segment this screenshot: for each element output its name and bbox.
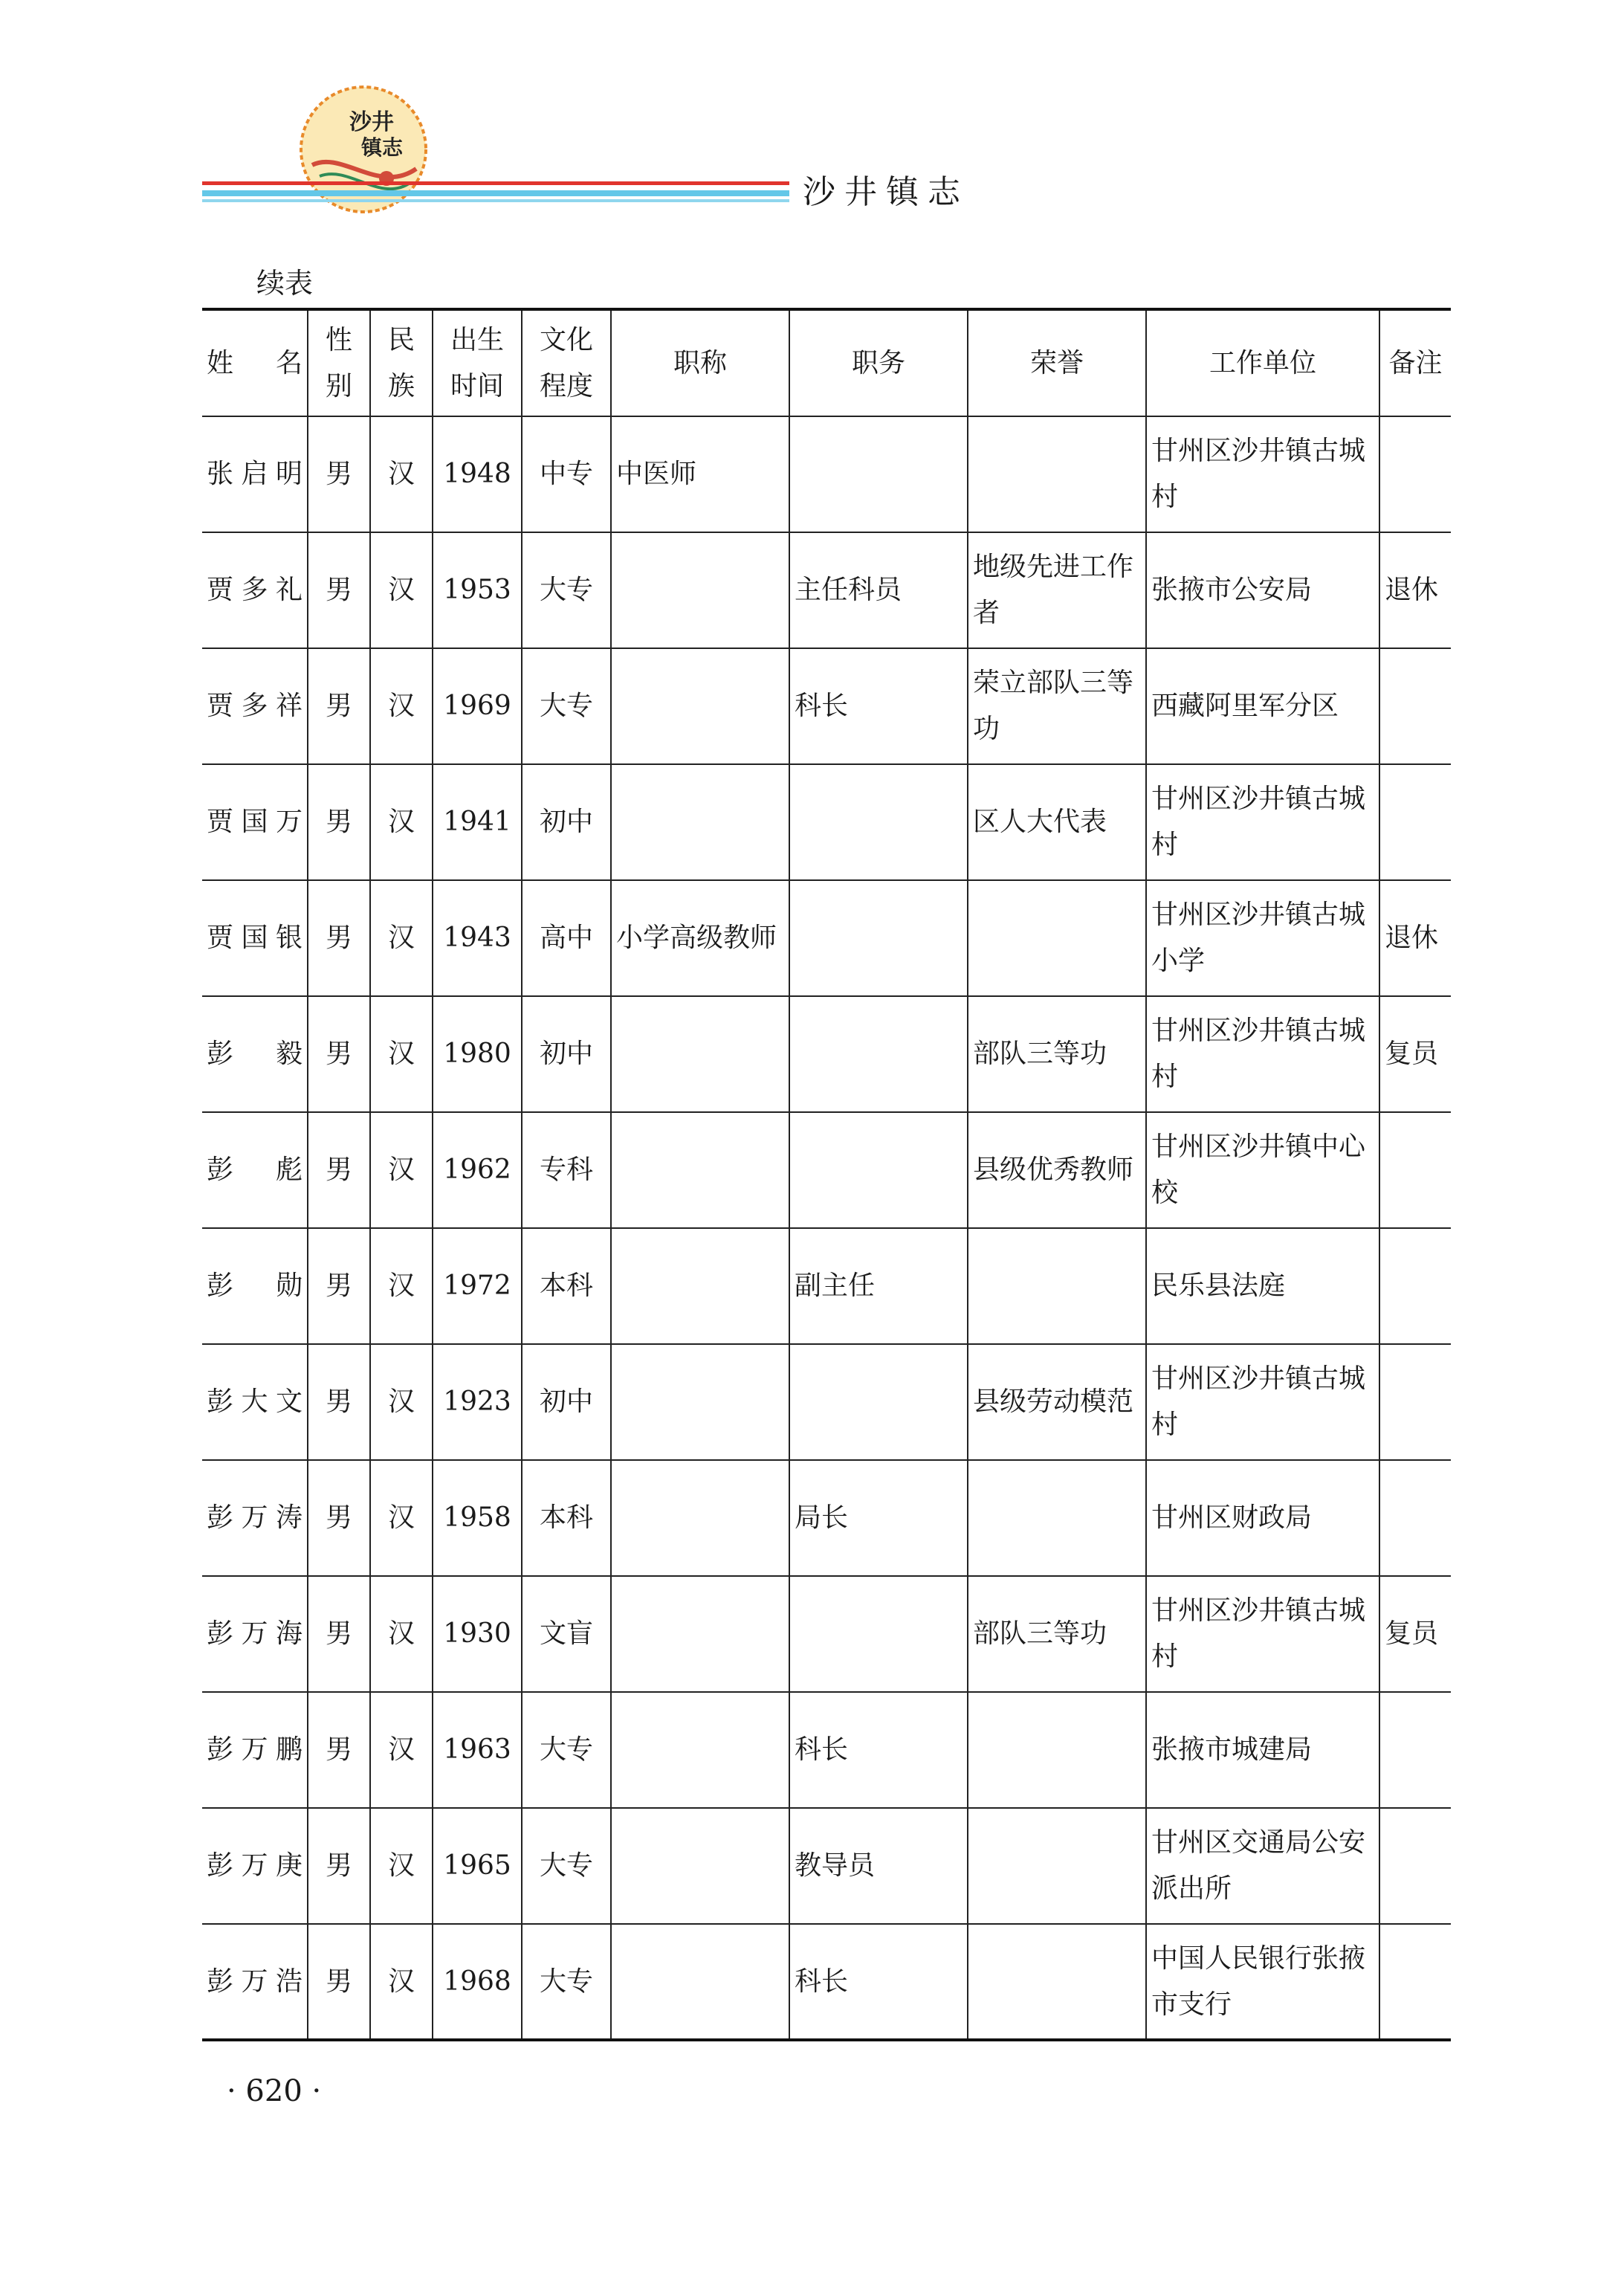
cell-gender: 男 xyxy=(308,1112,370,1228)
book-title: 沙井镇志 xyxy=(803,173,969,211)
cell-honor xyxy=(968,1924,1146,2040)
cell-education: 高中 xyxy=(522,880,611,996)
cell-birth-year: 1965 xyxy=(433,1808,522,1924)
cell-ethnicity: 汉 xyxy=(370,880,433,996)
cell-title xyxy=(611,532,789,648)
cell-title: 小学高级教师 xyxy=(611,880,789,996)
col-header-education: 文化程度 xyxy=(522,309,611,416)
cell-ethnicity: 汉 xyxy=(370,416,433,532)
cell-honor: 荣立部队三等功 xyxy=(968,648,1146,764)
cell-workplace: 张掖市城建局 xyxy=(1146,1692,1379,1808)
table-row xyxy=(202,996,1451,1112)
cell-remark: 复员 xyxy=(1379,1576,1451,1692)
table-row xyxy=(202,1924,1451,2040)
cell-position: 主任科员 xyxy=(789,532,968,648)
cell-ethnicity: 汉 xyxy=(370,1576,433,1692)
cell-ethnicity: 汉 xyxy=(370,1112,433,1228)
cell-honor xyxy=(968,880,1146,996)
cell-education: 大专 xyxy=(522,1808,611,1924)
cell-gender: 男 xyxy=(308,1228,370,1344)
cell-birth-year: 1923 xyxy=(433,1344,522,1460)
col-header-birth-year: 出生时间 xyxy=(433,309,522,416)
col-header-title: 职称 xyxy=(611,309,789,416)
cell-gender: 男 xyxy=(308,880,370,996)
cell-birth-year: 1962 xyxy=(433,1112,522,1228)
table-row xyxy=(202,1460,1451,1576)
cell-honor: 部队三等功 xyxy=(968,1576,1146,1692)
cell-ethnicity: 汉 xyxy=(370,1228,433,1344)
cell-education: 初中 xyxy=(522,996,611,1112)
logo-text-line1: 沙井 xyxy=(349,109,394,135)
cell-workplace: 甘州区沙井镇中心校 xyxy=(1146,1112,1379,1228)
cell-gender: 男 xyxy=(308,1808,370,1924)
cell-honor xyxy=(968,1808,1146,1924)
cell-position xyxy=(789,764,968,880)
cell-ethnicity: 汉 xyxy=(370,1808,433,1924)
cell-position xyxy=(789,1344,968,1460)
cell-birth-year: 1930 xyxy=(433,1576,522,1692)
cell-remark xyxy=(1379,1344,1451,1460)
cell-gender: 男 xyxy=(308,532,370,648)
cell-position: 科长 xyxy=(789,1692,968,1808)
cell-gender: 男 xyxy=(308,648,370,764)
cell-title xyxy=(611,1112,789,1228)
table-row xyxy=(202,880,1451,996)
cell-position xyxy=(789,416,968,532)
cell-title xyxy=(611,1228,789,1344)
cell-workplace: 甘州区沙井镇古城村 xyxy=(1146,1344,1379,1460)
table-row xyxy=(202,1692,1451,1808)
cell-name: 贾多祥 xyxy=(202,648,308,764)
cell-workplace: 甘州区沙井镇古城村 xyxy=(1146,996,1379,1112)
cell-gender: 男 xyxy=(308,996,370,1112)
cell-name: 张启明 xyxy=(202,416,308,532)
table-row xyxy=(202,532,1451,648)
cell-name: 贾国银 xyxy=(202,880,308,996)
cell-ethnicity: 汉 xyxy=(370,532,433,648)
table-row xyxy=(202,1112,1451,1228)
cell-title xyxy=(611,764,789,880)
cell-gender: 男 xyxy=(308,1692,370,1808)
col-header-name: 姓 名 xyxy=(202,309,308,416)
table-row xyxy=(202,1228,1451,1344)
cell-name: 彭万鹏 xyxy=(202,1692,308,1808)
cell-remark xyxy=(1379,1692,1451,1808)
cell-birth-year: 1943 xyxy=(433,880,522,996)
cell-position xyxy=(789,880,968,996)
cell-remark xyxy=(1379,1228,1451,1344)
cell-remark xyxy=(1379,1808,1451,1924)
cell-title xyxy=(611,1808,789,1924)
table-caption: 续表 xyxy=(256,267,314,300)
cell-title xyxy=(611,996,789,1112)
cell-birth-year: 1948 xyxy=(433,416,522,532)
col-header-ethnicity: 民族 xyxy=(370,309,433,416)
cell-workplace: 张掖市公安局 xyxy=(1146,532,1379,648)
cell-name: 彭万涛 xyxy=(202,1460,308,1576)
cell-birth-year: 1953 xyxy=(433,532,522,648)
cell-name: 彭 毅 xyxy=(202,996,308,1112)
cell-ethnicity: 汉 xyxy=(370,1692,433,1808)
cell-workplace: 民乐县法庭 xyxy=(1146,1228,1379,1344)
cell-ethnicity: 汉 xyxy=(370,996,433,1112)
personnel-table xyxy=(202,308,1451,2041)
cell-gender: 男 xyxy=(308,764,370,880)
cell-remark xyxy=(1379,1460,1451,1576)
cell-honor: 部队三等功 xyxy=(968,996,1146,1112)
cell-remark: 复员 xyxy=(1379,996,1451,1112)
cell-honor: 县级劳动模范 xyxy=(968,1344,1146,1460)
cell-honor xyxy=(968,1460,1146,1576)
cell-honor: 区人大代表 xyxy=(968,764,1146,880)
cell-ethnicity: 汉 xyxy=(370,1924,433,2040)
cell-birth-year: 1958 xyxy=(433,1460,522,1576)
cell-workplace: 甘州区财政局 xyxy=(1146,1460,1379,1576)
page-number: · 620 · xyxy=(227,2074,322,2108)
cell-remark xyxy=(1379,1112,1451,1228)
cell-honor: 县级优秀教师 xyxy=(968,1112,1146,1228)
cell-position xyxy=(789,996,968,1112)
cell-position xyxy=(789,1112,968,1228)
col-header-honor: 荣誉 xyxy=(968,309,1146,416)
cell-honor: 地级先进工作者 xyxy=(968,532,1146,648)
cell-workplace: 甘州区沙井镇古城村 xyxy=(1146,1576,1379,1692)
cell-title: 中医师 xyxy=(611,416,789,532)
cell-education: 初中 xyxy=(522,764,611,880)
cell-workplace: 甘州区交通局公安派出所 xyxy=(1146,1808,1379,1924)
cell-ethnicity: 汉 xyxy=(370,648,433,764)
cell-remark xyxy=(1379,764,1451,880)
cell-ethnicity: 汉 xyxy=(370,764,433,880)
cell-education: 初中 xyxy=(522,1344,611,1460)
cell-position: 科长 xyxy=(789,1924,968,2040)
cell-title xyxy=(611,1924,789,2040)
cell-education: 本科 xyxy=(522,1228,611,1344)
header-rule-blue-thin xyxy=(202,199,789,202)
cell-birth-year: 1969 xyxy=(433,648,522,764)
cell-name: 贾国万 xyxy=(202,764,308,880)
cell-birth-year: 1968 xyxy=(433,1924,522,2040)
cell-gender: 男 xyxy=(308,1460,370,1576)
cell-workplace: 甘州区沙井镇古城村 xyxy=(1146,416,1379,532)
table-row xyxy=(202,648,1451,764)
cell-workplace: 甘州区沙井镇古城村 xyxy=(1146,764,1379,880)
cell-position: 局长 xyxy=(789,1460,968,1576)
cell-education: 中专 xyxy=(522,416,611,532)
cell-gender: 男 xyxy=(308,416,370,532)
table-row xyxy=(202,1576,1451,1692)
cell-workplace: 甘州区沙井镇古城小学 xyxy=(1146,880,1379,996)
cell-remark xyxy=(1379,648,1451,764)
cell-title xyxy=(611,1460,789,1576)
cell-gender: 男 xyxy=(308,1924,370,2040)
cell-position: 教导员 xyxy=(789,1808,968,1924)
cell-education: 大专 xyxy=(522,648,611,764)
header-rule-blue xyxy=(202,190,789,196)
cell-honor xyxy=(968,1692,1146,1808)
cell-name: 贾多礼 xyxy=(202,532,308,648)
cell-birth-year: 1972 xyxy=(433,1228,522,1344)
cell-name: 彭万浩 xyxy=(202,1924,308,2040)
cell-education: 专科 xyxy=(522,1112,611,1228)
cell-position: 科长 xyxy=(789,648,968,764)
col-header-gender: 性别 xyxy=(308,309,370,416)
cell-birth-year: 1980 xyxy=(433,996,522,1112)
cell-title xyxy=(611,1344,789,1460)
cell-position: 副主任 xyxy=(789,1228,968,1344)
cell-remark: 退休 xyxy=(1379,532,1451,648)
cell-ethnicity: 汉 xyxy=(370,1344,433,1460)
cell-workplace: 中国人民银行张掖市支行 xyxy=(1146,1924,1379,2040)
cell-remark: 退休 xyxy=(1379,880,1451,996)
cell-title xyxy=(611,1576,789,1692)
table-row xyxy=(202,1344,1451,1460)
header-rule-red xyxy=(202,181,789,185)
col-header-position: 职务 xyxy=(789,309,968,416)
cell-ethnicity: 汉 xyxy=(370,1460,433,1576)
cell-gender: 男 xyxy=(308,1576,370,1692)
cell-honor xyxy=(968,1228,1146,1344)
table-header-row xyxy=(202,309,1451,416)
cell-honor xyxy=(968,416,1146,532)
table-row xyxy=(202,416,1451,532)
cell-name: 彭 彪 xyxy=(202,1112,308,1228)
cell-workplace: 西藏阿里军分区 xyxy=(1146,648,1379,764)
col-header-workplace: 工作单位 xyxy=(1146,309,1379,416)
cell-position xyxy=(789,1576,968,1692)
cell-remark xyxy=(1379,416,1451,532)
cell-title xyxy=(611,1692,789,1808)
logo-text-line2: 镇志 xyxy=(361,135,404,160)
cell-name: 彭大文 xyxy=(202,1344,308,1460)
cell-birth-year: 1963 xyxy=(433,1692,522,1808)
cell-education: 大专 xyxy=(522,1692,611,1808)
cell-education: 文盲 xyxy=(522,1576,611,1692)
cell-name: 彭 勋 xyxy=(202,1228,308,1344)
cell-education: 本科 xyxy=(522,1460,611,1576)
cell-birth-year: 1941 xyxy=(433,764,522,880)
cell-title xyxy=(611,648,789,764)
cell-gender: 男 xyxy=(308,1344,370,1460)
cell-name: 彭万海 xyxy=(202,1576,308,1692)
table-row xyxy=(202,1808,1451,1924)
cell-education: 大专 xyxy=(522,532,611,648)
table-row xyxy=(202,764,1451,880)
cell-name: 彭万庚 xyxy=(202,1808,308,1924)
cell-education: 大专 xyxy=(522,1924,611,2040)
col-header-remark: 备注 xyxy=(1379,309,1451,416)
cell-remark xyxy=(1379,1924,1451,2040)
